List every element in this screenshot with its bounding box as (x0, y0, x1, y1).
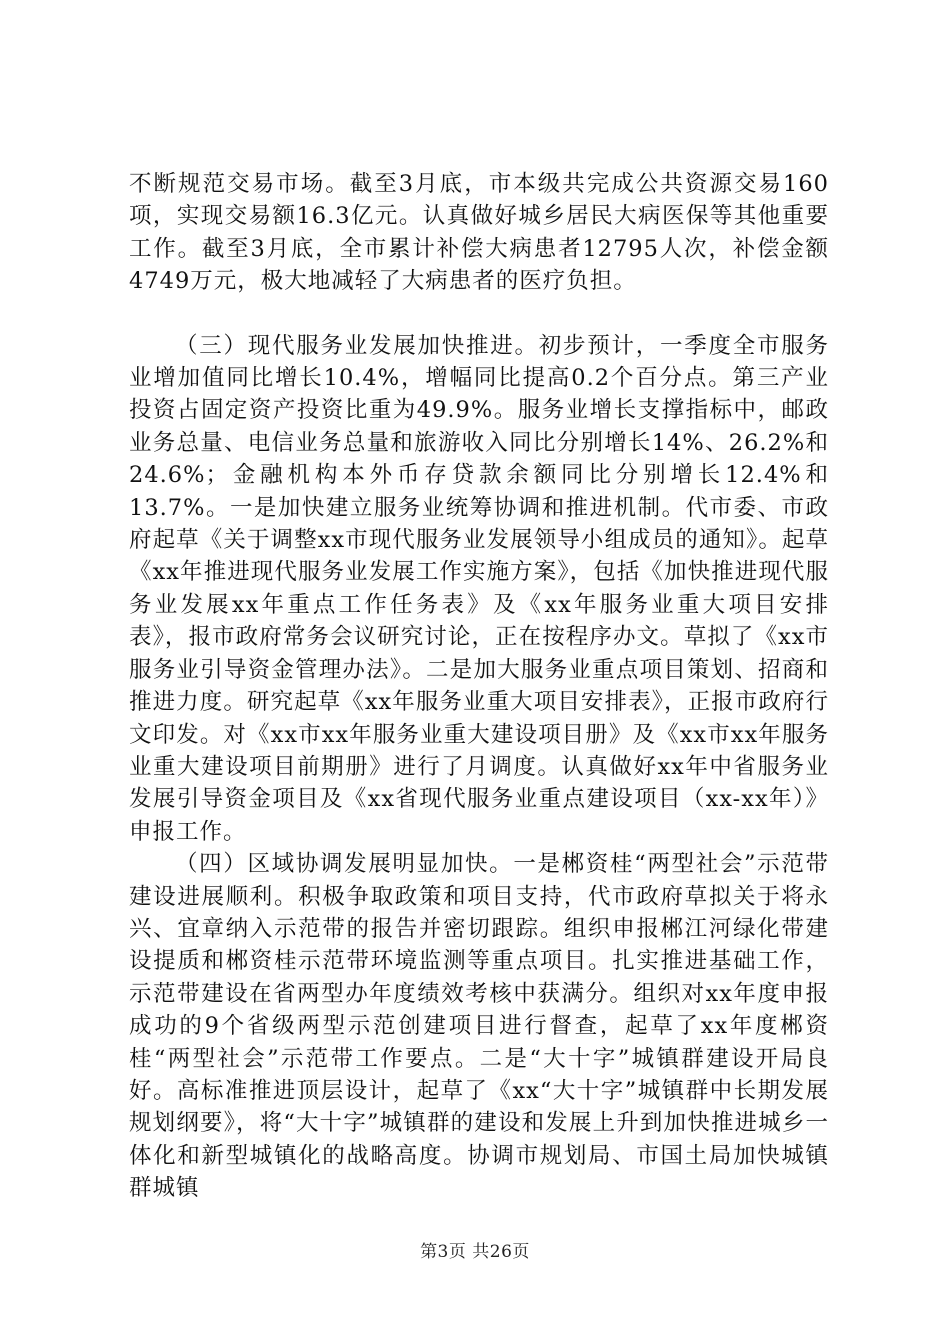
paragraph-section-3: （三）现代服务业发展加快推进。初步预计，一季度全市服务业增加值同比增长10.4%，增幅同比提高0.2个百分点。第三产业投资占固定资产投资比重为49.9%。服务业增长支撑指标中，邮政业务总量、电信业务总量和旅游收入同比分别增长14%、26.2%和24.6%；金融机构本外币存贷款余额同比分别增长12.4%和13.7%。一是加快建立服务业统筹协调和推进机制。代市委、市政府起草《关于调整xx市现代服务业发展领导小组成员的通知》。起草《xx年推进现代服务业发展工作实施方案》，包括《加快推进现代服务业发展xx年重点工作任务表》及《xx年服务业重大项目安排表》，报市政府常务会议研究讨论，正在按程序办文。草拟了《xx市服务业引导资金管理办法》。二是加大服务业重点项目策划、招商和推进力度。研究起草《xx年服务业重大项目安排表》，正报市政府行文印发。对《xx市xx年服务业重大建设项目册》及《xx市xx年服务业重大建设项目前期册》进行了月调度。认真做好xx年中省服务业发展引导资金项目及《xx省现代服务业重点建设项目（xx-xx年）》申报工作。 (129, 332, 829, 845)
page-footer: 第3页 共26页 (420, 1242, 530, 1262)
paragraph-spacer (129, 298, 829, 330)
paragraph-continuation: 不断规范交易市场。截至3月底，市本级共完成公共资源交易160项，实现交易额16.3亿元。认真做好城乡居民大病医保等其他重要工作。截至3月底，全市累计补偿大病患者12795人次，补偿金额4749万元，极大地减轻了大病患者的医疗负担。 (129, 171, 829, 295)
document-body (129, 168, 829, 1205)
paragraph-section-4: （四）区域协调发展明显加快。一是郴资桂“两型社会”示范带建设进展顺利。积极争取政策和项目支持，代市政府草拟关于将永兴、宜章纳入示范带的报告并密切跟踪。组织申报郴江河绿化带建设提质和郴资桂示范带环境监测等重点项目。扎实推进基础工作，示范带建设在省两型办年度绩效考核中获满分。组织对xx年度申报成功的9个省级两型示范创建项目进行督查，起草了xx年度郴资桂“两型社会”示范带工作要点。二是“大十字”城镇群建设开局良好。高标准推进顶层设计，起草了《xx“大十字”城镇群中长期发展规划纲要》，将“大十字”城镇群的建设和发展上升到加快推进城乡一体化和新型城镇化的战略高度。协调市规划局、市国土局加快城镇群城镇 (129, 851, 829, 1202)
